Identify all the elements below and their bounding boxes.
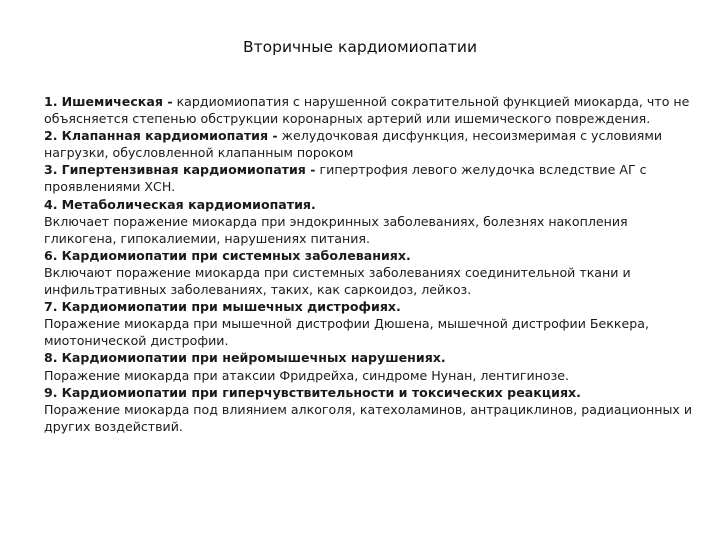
item-text: Поражение миокарда под влиянием алкоголя, катехоламинов, антрациклинов, радиационных и других воздействий. [44,401,693,434]
item-text: гипертрофия левого желудочка вследствие АГ с проявлениями ХСН. [44,162,647,195]
list-item [44,127,694,161]
item-heading: Кардиомиопатии при мышечных дистрофиях. [61,299,401,315]
list-item [44,161,694,195]
list-item [44,196,694,247]
item-number: 8. [44,350,58,366]
slide-body [44,93,694,435]
item-number: 3. [44,162,58,178]
item-text: Включает поражение миокарда при эндокринных заболеваниях, болезнях накопления гликогена, гипокалиемии, нарушениях питания. [44,213,628,246]
item-number: 4. [44,196,58,212]
list-item [44,247,694,298]
item-text: Включают поражение миокарда при системных заболеваниях соединительной ткани и инфильтративных заболеваниях, таких, как саркоидоз, лейкоз. [44,264,631,298]
item-text: Поражение миокарда при мышечной дистрофии Дюшена, мышечной дистрофии Беккера, миотонической дистрофии. [44,316,649,349]
list-item [44,298,694,349]
slide-title: Вторичные кардиомиопатии [242,38,478,56]
item-number: 7. [44,299,58,315]
item-number: 9. [44,384,58,400]
list-item [44,384,694,435]
item-number: 2. [44,128,58,144]
item-heading: Клапанная кардиомиопатия - [61,128,278,144]
item-heading: Ишемическая - [61,94,173,109]
item-heading: Метаболическая кардиомиопатия. [61,196,316,212]
item-number: 1. [44,94,58,109]
item-heading: Гипертензивная кардиомиопатия - [61,162,316,178]
item-heading: Кардиомиопатии при системных заболеваниях. [61,247,411,263]
item-number: 6. [44,247,58,263]
item-text: желудочковая дисфункция, несоизмеримая с условиями нагрузки, обусловленной клапанным пороком [44,128,663,161]
list-item [44,93,694,127]
item-heading: Кардиомиопатии при гиперчувствительности и токсических реакциях. [61,384,581,400]
list-item [44,349,694,383]
item-heading: Кардиомиопатии при нейромышечных нарушениях. [61,350,446,366]
item-text: кардиомиопатия с нарушенной сократительной функцией миокарда, что не объясняется степенью обструкции коронарных артерий или ишемического повреждения. [44,94,690,127]
item-text: Поражение миокарда при атаксии Фридрейха, синдроме Нунан, лентигинозе. [44,367,570,383]
